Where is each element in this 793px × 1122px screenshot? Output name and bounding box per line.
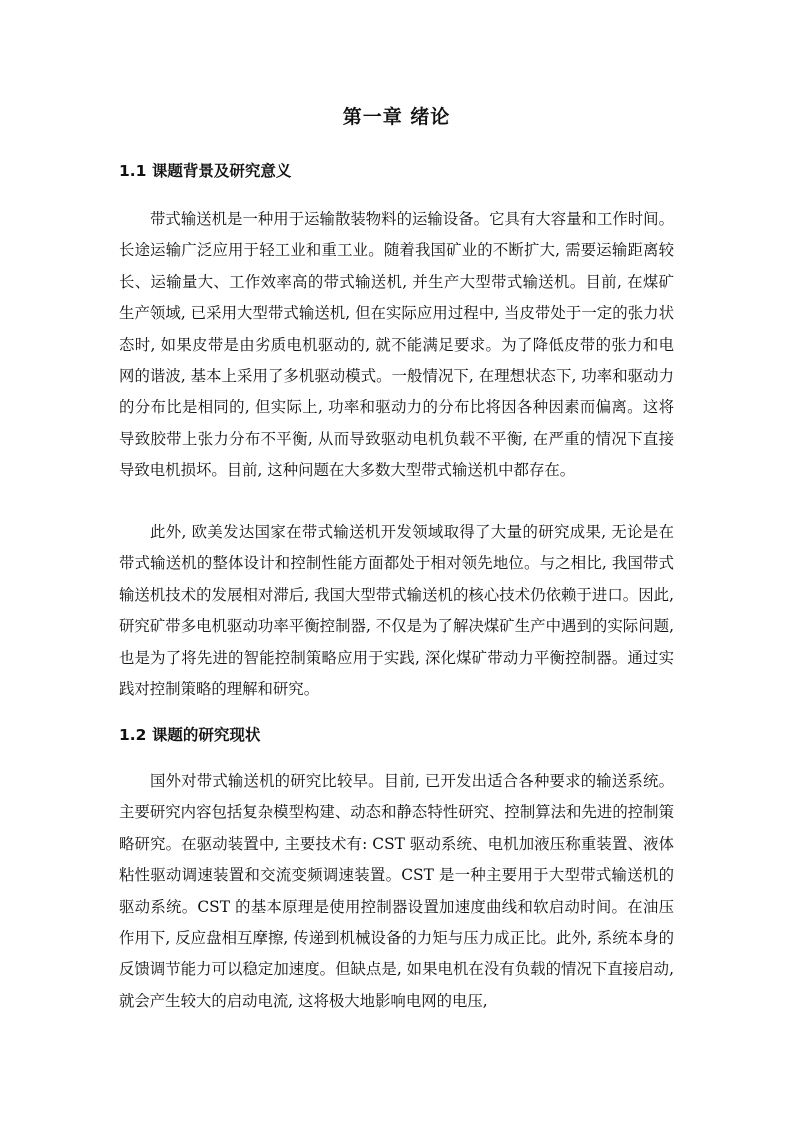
body-paragraph: 国外对带式输送机的研究比较早。目前, 已开发出适合各种要求的输送系统。主要研究内容包括复杂模型构建、动态和静态特性研究、控制算法和先进的控制策略研究。在驱动装置中, 主要技术有: CST 驱动系统、电机加液压称重装置、液体粘性驱动调速装置和交流变频调速装置。CST 是一种主要用于大型带式输送机的驱动系统。CST 的基本原理是使用控制器设置加速度曲线和软启动时间。在油压作用下, 反应盘相互摩擦, 传递到机械设备的力矩与压力成正比。此外, 系统本身的反馈调节能力可以稳定加速度。但缺点是, 如果电机在没有负载的情况下直接启动, 就会产生较大的启动电流, 这将极大地影响电网的电压, (119, 772, 674, 1010)
chapter-title: 第一章 绪论 (342, 106, 451, 128)
section-heading-1-2: 1.2 课题的研究现状 (119, 726, 261, 744)
body-paragraph: 此外, 欧美发达国家在带式输送机开发领域取得了大量的研究成果, 无论是在带式输送机的整体设计和控制性能方面都处于相对领先地位。与之相比, 我国带式输送机技术的发展相对滞后, 我国大型带式输送机的核心技术仍依赖于进口。因此, 研究矿带多电机驱动功率平衡控制器, 不仅是为了解决煤矿生产中遇到的实际问题, 也是为了将先进的智能控制策略应用于实践, 深化煤矿带动力平衡控制器。通过实践对控制策略的理解和研究。 (119, 523, 674, 699)
body-paragraph: 带式输送机是一种用于运输散装物料的运输设备。它具有大容量和工作时间。长途运输广泛应用于轻工业和重工业。随着我国矿业的不断扩大, 需要运输距离较长、运输量大、工作效率高的带式输送机, 并生产大型带式输送机。目前, 在煤矿生产领域, 已采用大型带式输送机, 但在实际应用过程中, 当皮带处于一定的张力状态时, 如果皮带是由劣质电机驱动的, 就不能满足要求。为了降低皮带的张力和电网的谐波, 基本上采用了多机驱动模式。一般情况下, 在理想状态下, 功率和驱动力的分布比是相同的, 但实际上, 功率和驱动力的分布比将因各种因素而偏离。这将导致胶带上张力分布不平衡, 从而导致驱动电机负载不平衡, 在严重的情况下直接导致电机损坏。目前, 这种问题在大多数大型带式输送机中都存在。 (119, 210, 674, 480)
section-heading-1-1: 1.1 课题背景及研究意义 (119, 162, 292, 180)
